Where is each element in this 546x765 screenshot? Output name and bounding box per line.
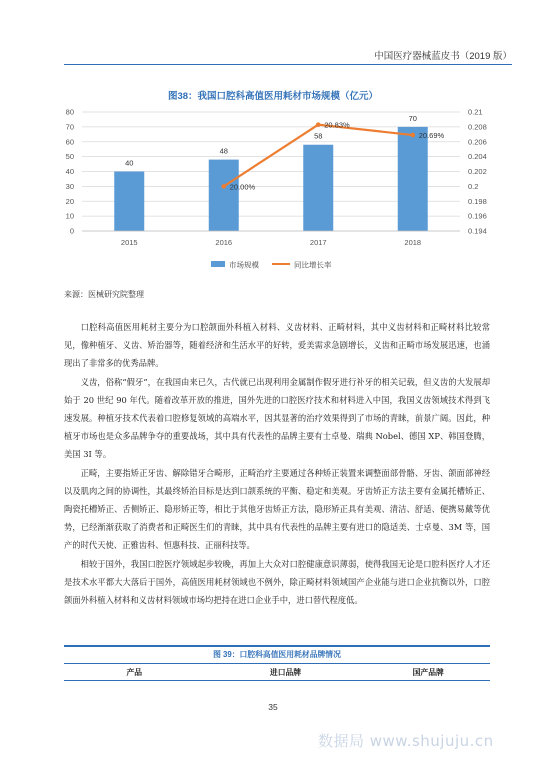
header-divider: [64, 64, 512, 65]
y-right-tick-label: 0.196: [468, 211, 487, 221]
table-header-cell: 产品: [64, 664, 205, 681]
x-tick-label: 2015: [120, 238, 138, 247]
figure-source: 来源：医械研究院整理: [64, 290, 144, 299]
bar: [114, 172, 144, 232]
y-left-tick-label: 20: [65, 196, 74, 206]
legend-bar-swatch: [211, 261, 225, 267]
line-data-label: 20.83%: [324, 120, 350, 130]
y-right-tick-label: 0.206: [468, 137, 487, 147]
growth-rate-point: [410, 133, 415, 138]
y-left-tick-label: 50: [65, 152, 74, 162]
y-left-tick-label: 0: [69, 226, 74, 236]
y-left-tick-label: 40: [65, 167, 74, 176]
paragraph: 正畸，主要指矫正牙齿、解除错牙合畸形，正畸治疗主要通过各种矫正装置来调整面部骨骼、牙齿、颌面部神经以及肌肉之间的协调性，其最终矫治目标是达到口颌系统的平衡、稳定和美观。牙齿矫正方法主要有金属托槽矫正、陶瓷托槽矫正、舌侧矫正、隐形矫正等，相比于其他牙齿矫正方法，隐形矫正具有美观、清洁、舒适、便携易戴等优势，已经渐渐获取了消费者和正畸医生们的青睐，其中具有代表性的品牌主要有进口的隐适美、士卓曼、3M 等，国产的时代天使、正雅齿科、恒惠科技、正丽科技等。: [64, 467, 490, 551]
x-tick-label: 2018: [404, 238, 422, 247]
y-left-tick-label: 70: [65, 122, 74, 132]
paragraph: 义齿，俗称“假牙”，在我国由来已久，古代就已出现利用金属制作假牙进行补牙的相关记载，但义齿的大发展却始于 20 世纪 90 年代。随着改革开放的推进，国外先进的口腔医疗技术和材料进入中国，我国义齿领域技术得到飞速发展。种植牙技术代表着口腔修复领域的高端水平，因其显著的治疗效果得到了市场的青睐，前景广阔。因此，种植牙市场也是众多品牌争夺的重要战场，其中具有代表性的品牌主要有士卓曼、瑞典 Nobel、德国 XP、韩国登腾，美国 3I 等。: [64, 376, 490, 460]
line-data-label: 20.00%: [229, 182, 256, 192]
watermark: 数据局 www.shujuju.cn: [318, 732, 494, 750]
figure-title: 图38：我国口腔科高值医用耗材市场规模（亿元）: [167, 91, 379, 102]
table-header-row: [64, 664, 490, 681]
bar-data-label: 40: [125, 158, 134, 168]
header-title: 中国医疗器械蓝皮书（2019 版）: [374, 51, 512, 62]
line-data-label: 20.69%: [418, 131, 445, 141]
bar-data-label: 58: [314, 131, 323, 141]
y-right-tick-label: 0.21: [468, 107, 483, 117]
y-right-tick-label: 0.198: [468, 196, 487, 206]
y-right-tick-label: 0.202: [468, 167, 487, 176]
bar-data-label: 48: [219, 146, 228, 156]
bar: [303, 145, 333, 231]
y-left-tick-label: 80: [65, 107, 74, 117]
market-size-chart: [0, 100, 546, 280]
x-tick-label: 2017: [309, 238, 327, 247]
table-header-cell: 国产品牌: [366, 664, 490, 681]
legend-bar-label: 市场规模: [229, 260, 259, 270]
growth-rate-point: [316, 122, 321, 127]
y-right-tick-label: 0.194: [468, 226, 487, 236]
legend-line-label: 同比增长率: [294, 260, 332, 270]
y-right-tick-label: 0.208: [468, 122, 487, 132]
table-caption: 图 39：口腔科高值医用耗材品牌情况: [64, 645, 490, 664]
y-left-tick-label: 30: [65, 181, 74, 191]
bar: [398, 127, 428, 231]
y-right-tick-label: 0.2: [468, 181, 479, 191]
y-left-tick-label: 10: [65, 211, 74, 221]
brand-table: [64, 645, 490, 681]
paragraph: 口腔科高值医用耗材主要分为口腔颌面外科植入材料、义齿材料、正畸材料，其中义齿材料和正畸材料比较常见，像种植牙、义齿、矫治器等，随着经济和生活水平的好转，爱美需求急剧增长，义齿和正畸市场发展迅速，也涌现出了非常多的优秀品牌。: [64, 322, 490, 369]
x-tick-label: 2016: [215, 238, 233, 247]
page-number: 35: [268, 702, 278, 712]
paragraph: 相较于国外，我国口腔医疗领域起步较晚，再加上大众对口腔健康意识薄弱，使得我国无论是口腔科医疗人才还是技术水平都大大落后于国外，高值医用耗材领域也不例外，除正畸材料领域国产企业能与进口企业抗衡以外，口腔颌面外科植入材料和义齿材料领域市场均把持在进口企业手中，进口替代程度低。: [64, 558, 490, 606]
body-text: [64, 318, 490, 609]
y-right-tick-label: 0.204: [468, 152, 487, 162]
bar-data-label: 70: [408, 113, 417, 123]
y-left-tick-label: 60: [65, 137, 74, 147]
table-header-cell: 进口品牌: [205, 664, 367, 681]
bar: [209, 160, 239, 231]
growth-rate-point: [221, 184, 226, 189]
